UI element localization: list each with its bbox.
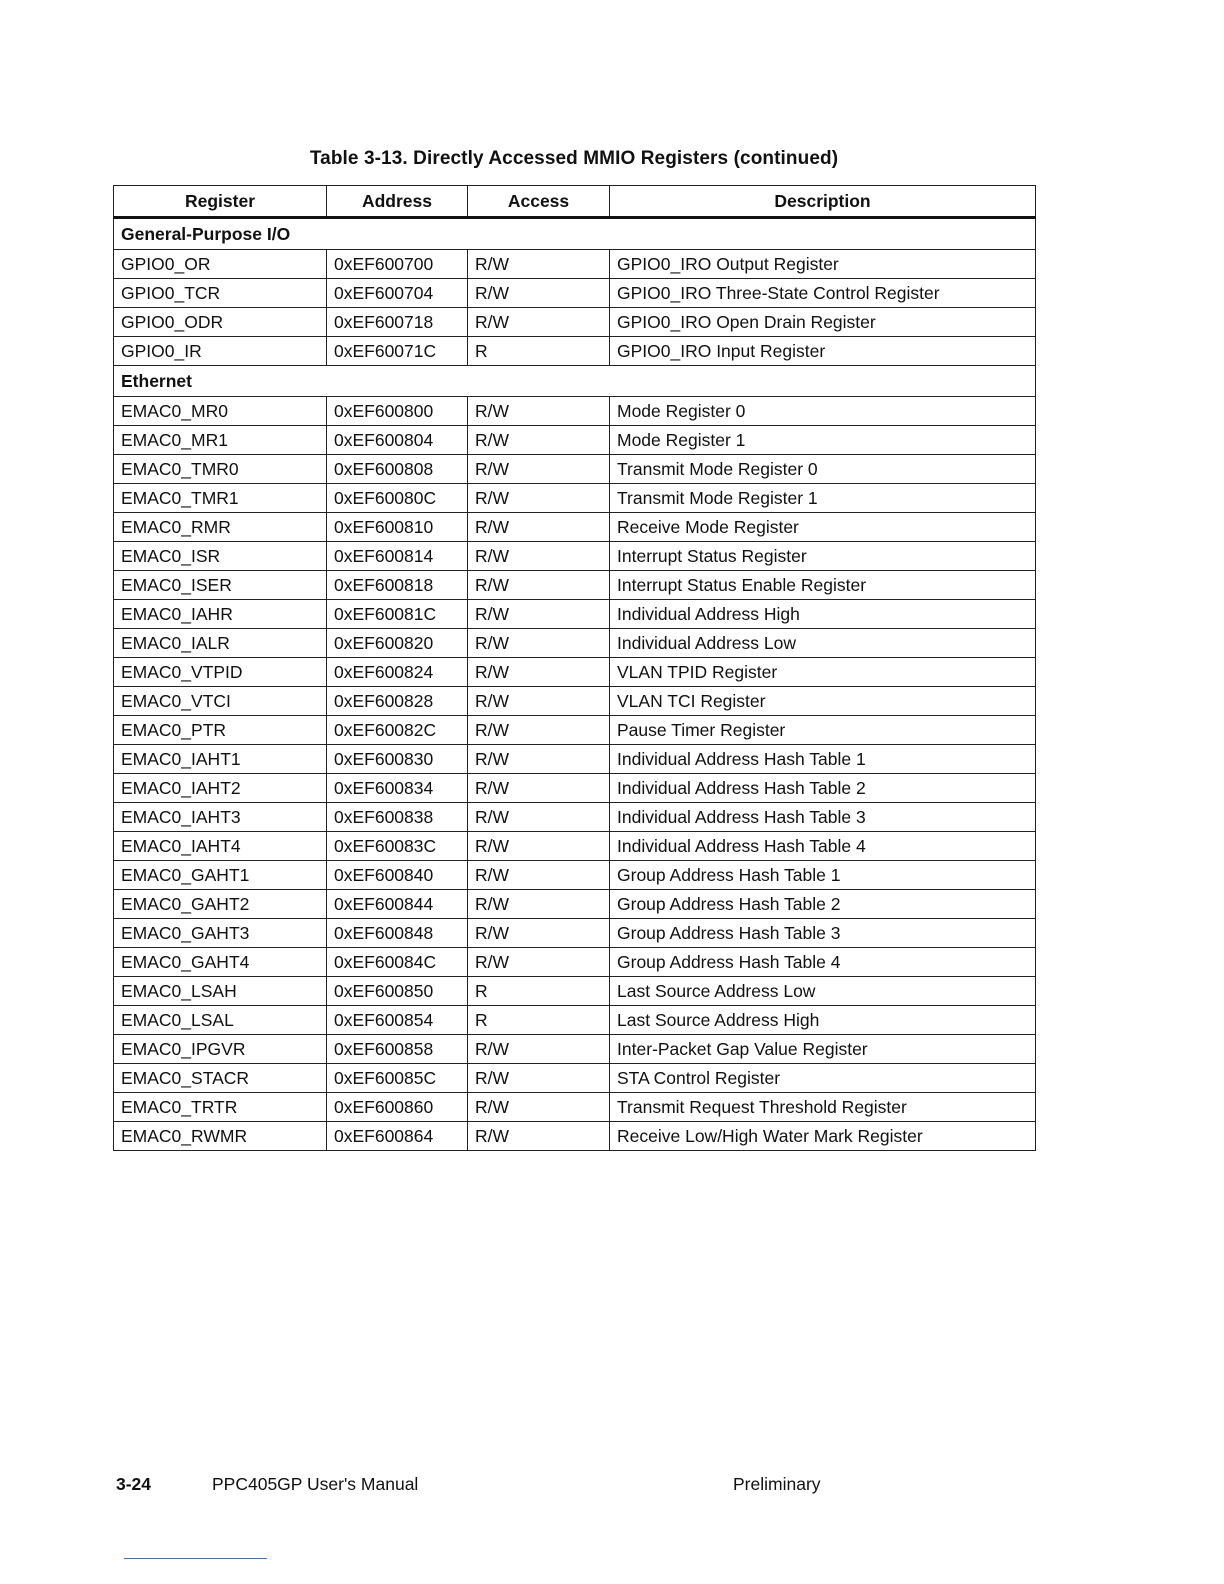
register-cell: EMAC0_RWMR — [114, 1122, 327, 1151]
access-cell: R/W — [468, 861, 610, 890]
address-cell: 0xEF600704 — [327, 279, 468, 308]
address-cell: 0xEF60083C — [327, 832, 468, 861]
address-cell: 0xEF60084C — [327, 948, 468, 977]
access-cell: R/W — [468, 279, 610, 308]
access-cell: R/W — [468, 716, 610, 745]
address-cell: 0xEF600840 — [327, 861, 468, 890]
address-cell: 0xEF600850 — [327, 977, 468, 1006]
access-cell: R/W — [468, 919, 610, 948]
access-cell: R/W — [468, 484, 610, 513]
description-cell: Group Address Hash Table 3 — [610, 919, 1036, 948]
description-cell: Receive Mode Register — [610, 513, 1036, 542]
mmio-register-table — [113, 185, 1036, 1151]
register-cell: EMAC0_IAHR — [114, 600, 327, 629]
access-cell: R/W — [468, 687, 610, 716]
description-cell: Last Source Address High — [610, 1006, 1036, 1035]
register-cell: EMAC0_VTPID — [114, 658, 327, 687]
description-cell: Transmit Mode Register 0 — [610, 455, 1036, 484]
register-cell: EMAC0_GAHT4 — [114, 948, 327, 977]
register-cell: EMAC0_IAHT1 — [114, 745, 327, 774]
register-cell: GPIO0_IR — [114, 337, 327, 366]
description-cell: Inter-Packet Gap Value Register — [610, 1035, 1036, 1064]
description-cell: Transmit Request Threshold Register — [610, 1093, 1036, 1122]
table-row — [114, 745, 1036, 774]
description-cell: Interrupt Status Register — [610, 542, 1036, 571]
address-cell: 0xEF600858 — [327, 1035, 468, 1064]
table-row — [114, 571, 1036, 600]
address-cell: 0xEF600718 — [327, 308, 468, 337]
address-cell: 0xEF600810 — [327, 513, 468, 542]
table-row — [114, 600, 1036, 629]
address-cell: 0xEF600828 — [327, 687, 468, 716]
table-row — [114, 1093, 1036, 1122]
column-header-register: Register — [114, 186, 327, 218]
table-row — [114, 513, 1036, 542]
table-row — [114, 687, 1036, 716]
description-cell: Group Address Hash Table 4 — [610, 948, 1036, 977]
address-cell: 0xEF600834 — [327, 774, 468, 803]
table-body — [114, 218, 1036, 1151]
access-cell: R/W — [468, 250, 610, 279]
address-cell: 0xEF600814 — [327, 542, 468, 571]
register-cell: EMAC0_TMR1 — [114, 484, 327, 513]
table-row — [114, 250, 1036, 279]
description-cell: Individual Address High — [610, 600, 1036, 629]
description-cell: Last Source Address Low — [610, 977, 1036, 1006]
table-row — [114, 658, 1036, 687]
description-cell: Interrupt Status Enable Register — [610, 571, 1036, 600]
address-cell: 0xEF600824 — [327, 658, 468, 687]
document-status: Preliminary — [733, 1474, 821, 1494]
table-row — [114, 861, 1036, 890]
access-cell: R/W — [468, 426, 610, 455]
access-cell: R/W — [468, 629, 610, 658]
address-cell: 0xEF600848 — [327, 919, 468, 948]
register-cell: EMAC0_IAHT2 — [114, 774, 327, 803]
manual-title: PPC405GP User's Manual — [212, 1474, 419, 1494]
address-cell: 0xEF600838 — [327, 803, 468, 832]
column-header-description: Description — [610, 186, 1036, 218]
address-cell: 0xEF600818 — [327, 571, 468, 600]
access-cell: R/W — [468, 1122, 610, 1151]
table-row — [114, 1064, 1036, 1093]
access-cell: R/W — [468, 745, 610, 774]
description-cell: VLAN TPID Register — [610, 658, 1036, 687]
description-cell: Individual Address Hash Table 1 — [610, 745, 1036, 774]
access-cell: R/W — [468, 308, 610, 337]
register-cell: EMAC0_GAHT2 — [114, 890, 327, 919]
address-cell: 0xEF600864 — [327, 1122, 468, 1151]
access-cell: R — [468, 337, 610, 366]
description-cell: Pause Timer Register — [610, 716, 1036, 745]
table-row — [114, 542, 1036, 571]
table-row — [114, 1122, 1036, 1151]
description-cell: GPIO0_IRO Input Register — [610, 337, 1036, 366]
table-row — [114, 279, 1036, 308]
table-row — [114, 832, 1036, 861]
access-cell: R/W — [468, 948, 610, 977]
access-cell: R/W — [468, 397, 610, 426]
address-cell: 0xEF600800 — [327, 397, 468, 426]
register-cell: EMAC0_PTR — [114, 716, 327, 745]
section-heading: General-Purpose I/O — [114, 218, 1036, 250]
access-cell: R — [468, 1006, 610, 1035]
address-cell: 0xEF600820 — [327, 629, 468, 658]
description-cell: Group Address Hash Table 2 — [610, 890, 1036, 919]
table-title: Table 3-13. Directly Accessed MMIO Registers (continued) — [309, 148, 839, 169]
register-cell: GPIO0_ODR — [114, 308, 327, 337]
description-cell: Receive Low/High Water Mark Register — [610, 1122, 1036, 1151]
section-row — [114, 218, 1036, 250]
access-cell: R/W — [468, 1093, 610, 1122]
access-cell: R/W — [468, 571, 610, 600]
access-cell: R/W — [468, 832, 610, 861]
register-cell: EMAC0_GAHT1 — [114, 861, 327, 890]
address-cell: 0xEF60085C — [327, 1064, 468, 1093]
register-cell: EMAC0_TMR0 — [114, 455, 327, 484]
table-row — [114, 426, 1036, 455]
table-row — [114, 1035, 1036, 1064]
column-header-address: Address — [327, 186, 468, 218]
description-cell: STA Control Register — [610, 1064, 1036, 1093]
description-cell: GPIO0_IRO Open Drain Register — [610, 308, 1036, 337]
address-cell: 0xEF60071C — [327, 337, 468, 366]
table-row — [114, 919, 1036, 948]
access-cell: R/W — [468, 600, 610, 629]
table-header-row — [114, 186, 1036, 218]
address-cell: 0xEF600700 — [327, 250, 468, 279]
access-cell: R/W — [468, 774, 610, 803]
access-cell: R/W — [468, 890, 610, 919]
table-row — [114, 890, 1036, 919]
register-cell: EMAC0_RMR — [114, 513, 327, 542]
table-row — [114, 484, 1036, 513]
description-cell: Individual Address Hash Table 4 — [610, 832, 1036, 861]
address-cell: 0xEF600804 — [327, 426, 468, 455]
description-cell: Group Address Hash Table 1 — [610, 861, 1036, 890]
address-cell: 0xEF60081C — [327, 600, 468, 629]
register-cell: EMAC0_IPGVR — [114, 1035, 327, 1064]
register-cell: EMAC0_IAHT3 — [114, 803, 327, 832]
register-cell: EMAC0_LSAL — [114, 1006, 327, 1035]
table-row — [114, 977, 1036, 1006]
description-cell: Mode Register 0 — [610, 397, 1036, 426]
access-cell: R/W — [468, 803, 610, 832]
description-cell: Transmit Mode Register 1 — [610, 484, 1036, 513]
table-row — [114, 774, 1036, 803]
register-cell: EMAC0_TRTR — [114, 1093, 327, 1122]
register-cell: EMAC0_STACR — [114, 1064, 327, 1093]
access-cell: R/W — [468, 658, 610, 687]
description-cell: GPIO0_IRO Three-State Control Register — [610, 279, 1036, 308]
table-row — [114, 455, 1036, 484]
address-cell: 0xEF60080C — [327, 484, 468, 513]
register-cell: EMAC0_IAHT4 — [114, 832, 327, 861]
description-cell: Individual Address Hash Table 2 — [610, 774, 1036, 803]
table-row — [114, 629, 1036, 658]
address-cell: 0xEF600844 — [327, 890, 468, 919]
table-row — [114, 1006, 1036, 1035]
register-cell: EMAC0_IALR — [114, 629, 327, 658]
address-cell: 0xEF600830 — [327, 745, 468, 774]
register-cell: GPIO0_TCR — [114, 279, 327, 308]
register-cell: EMAC0_ISER — [114, 571, 327, 600]
section-row — [114, 366, 1036, 397]
access-cell: R/W — [468, 542, 610, 571]
register-cell: EMAC0_LSAH — [114, 977, 327, 1006]
register-cell: EMAC0_GAHT3 — [114, 919, 327, 948]
table-row — [114, 716, 1036, 745]
register-cell: EMAC0_VTCI — [114, 687, 327, 716]
section-heading: Ethernet — [114, 366, 1036, 397]
register-cell: GPIO0_OR — [114, 250, 327, 279]
register-cell: EMAC0_MR1 — [114, 426, 327, 455]
table-row — [114, 397, 1036, 426]
access-cell: R/W — [468, 1035, 610, 1064]
register-cell: EMAC0_ISR — [114, 542, 327, 571]
bottom-rule — [124, 1558, 267, 1559]
description-cell: VLAN TCI Register — [610, 687, 1036, 716]
column-header-access: Access — [468, 186, 610, 218]
address-cell: 0xEF600860 — [327, 1093, 468, 1122]
access-cell: R/W — [468, 513, 610, 542]
address-cell: 0xEF600854 — [327, 1006, 468, 1035]
table-row — [114, 803, 1036, 832]
address-cell: 0xEF600808 — [327, 455, 468, 484]
address-cell: 0xEF60082C — [327, 716, 468, 745]
description-cell: Individual Address Low — [610, 629, 1036, 658]
description-cell: Mode Register 1 — [610, 426, 1036, 455]
access-cell: R/W — [468, 455, 610, 484]
description-cell: Individual Address Hash Table 3 — [610, 803, 1036, 832]
page-number: 3-24 — [116, 1474, 152, 1494]
table-row — [114, 948, 1036, 977]
table-row — [114, 337, 1036, 366]
access-cell: R — [468, 977, 610, 1006]
register-cell: EMAC0_MR0 — [114, 397, 327, 426]
access-cell: R/W — [468, 1064, 610, 1093]
description-cell: GPIO0_IRO Output Register — [610, 250, 1036, 279]
table-row — [114, 308, 1036, 337]
